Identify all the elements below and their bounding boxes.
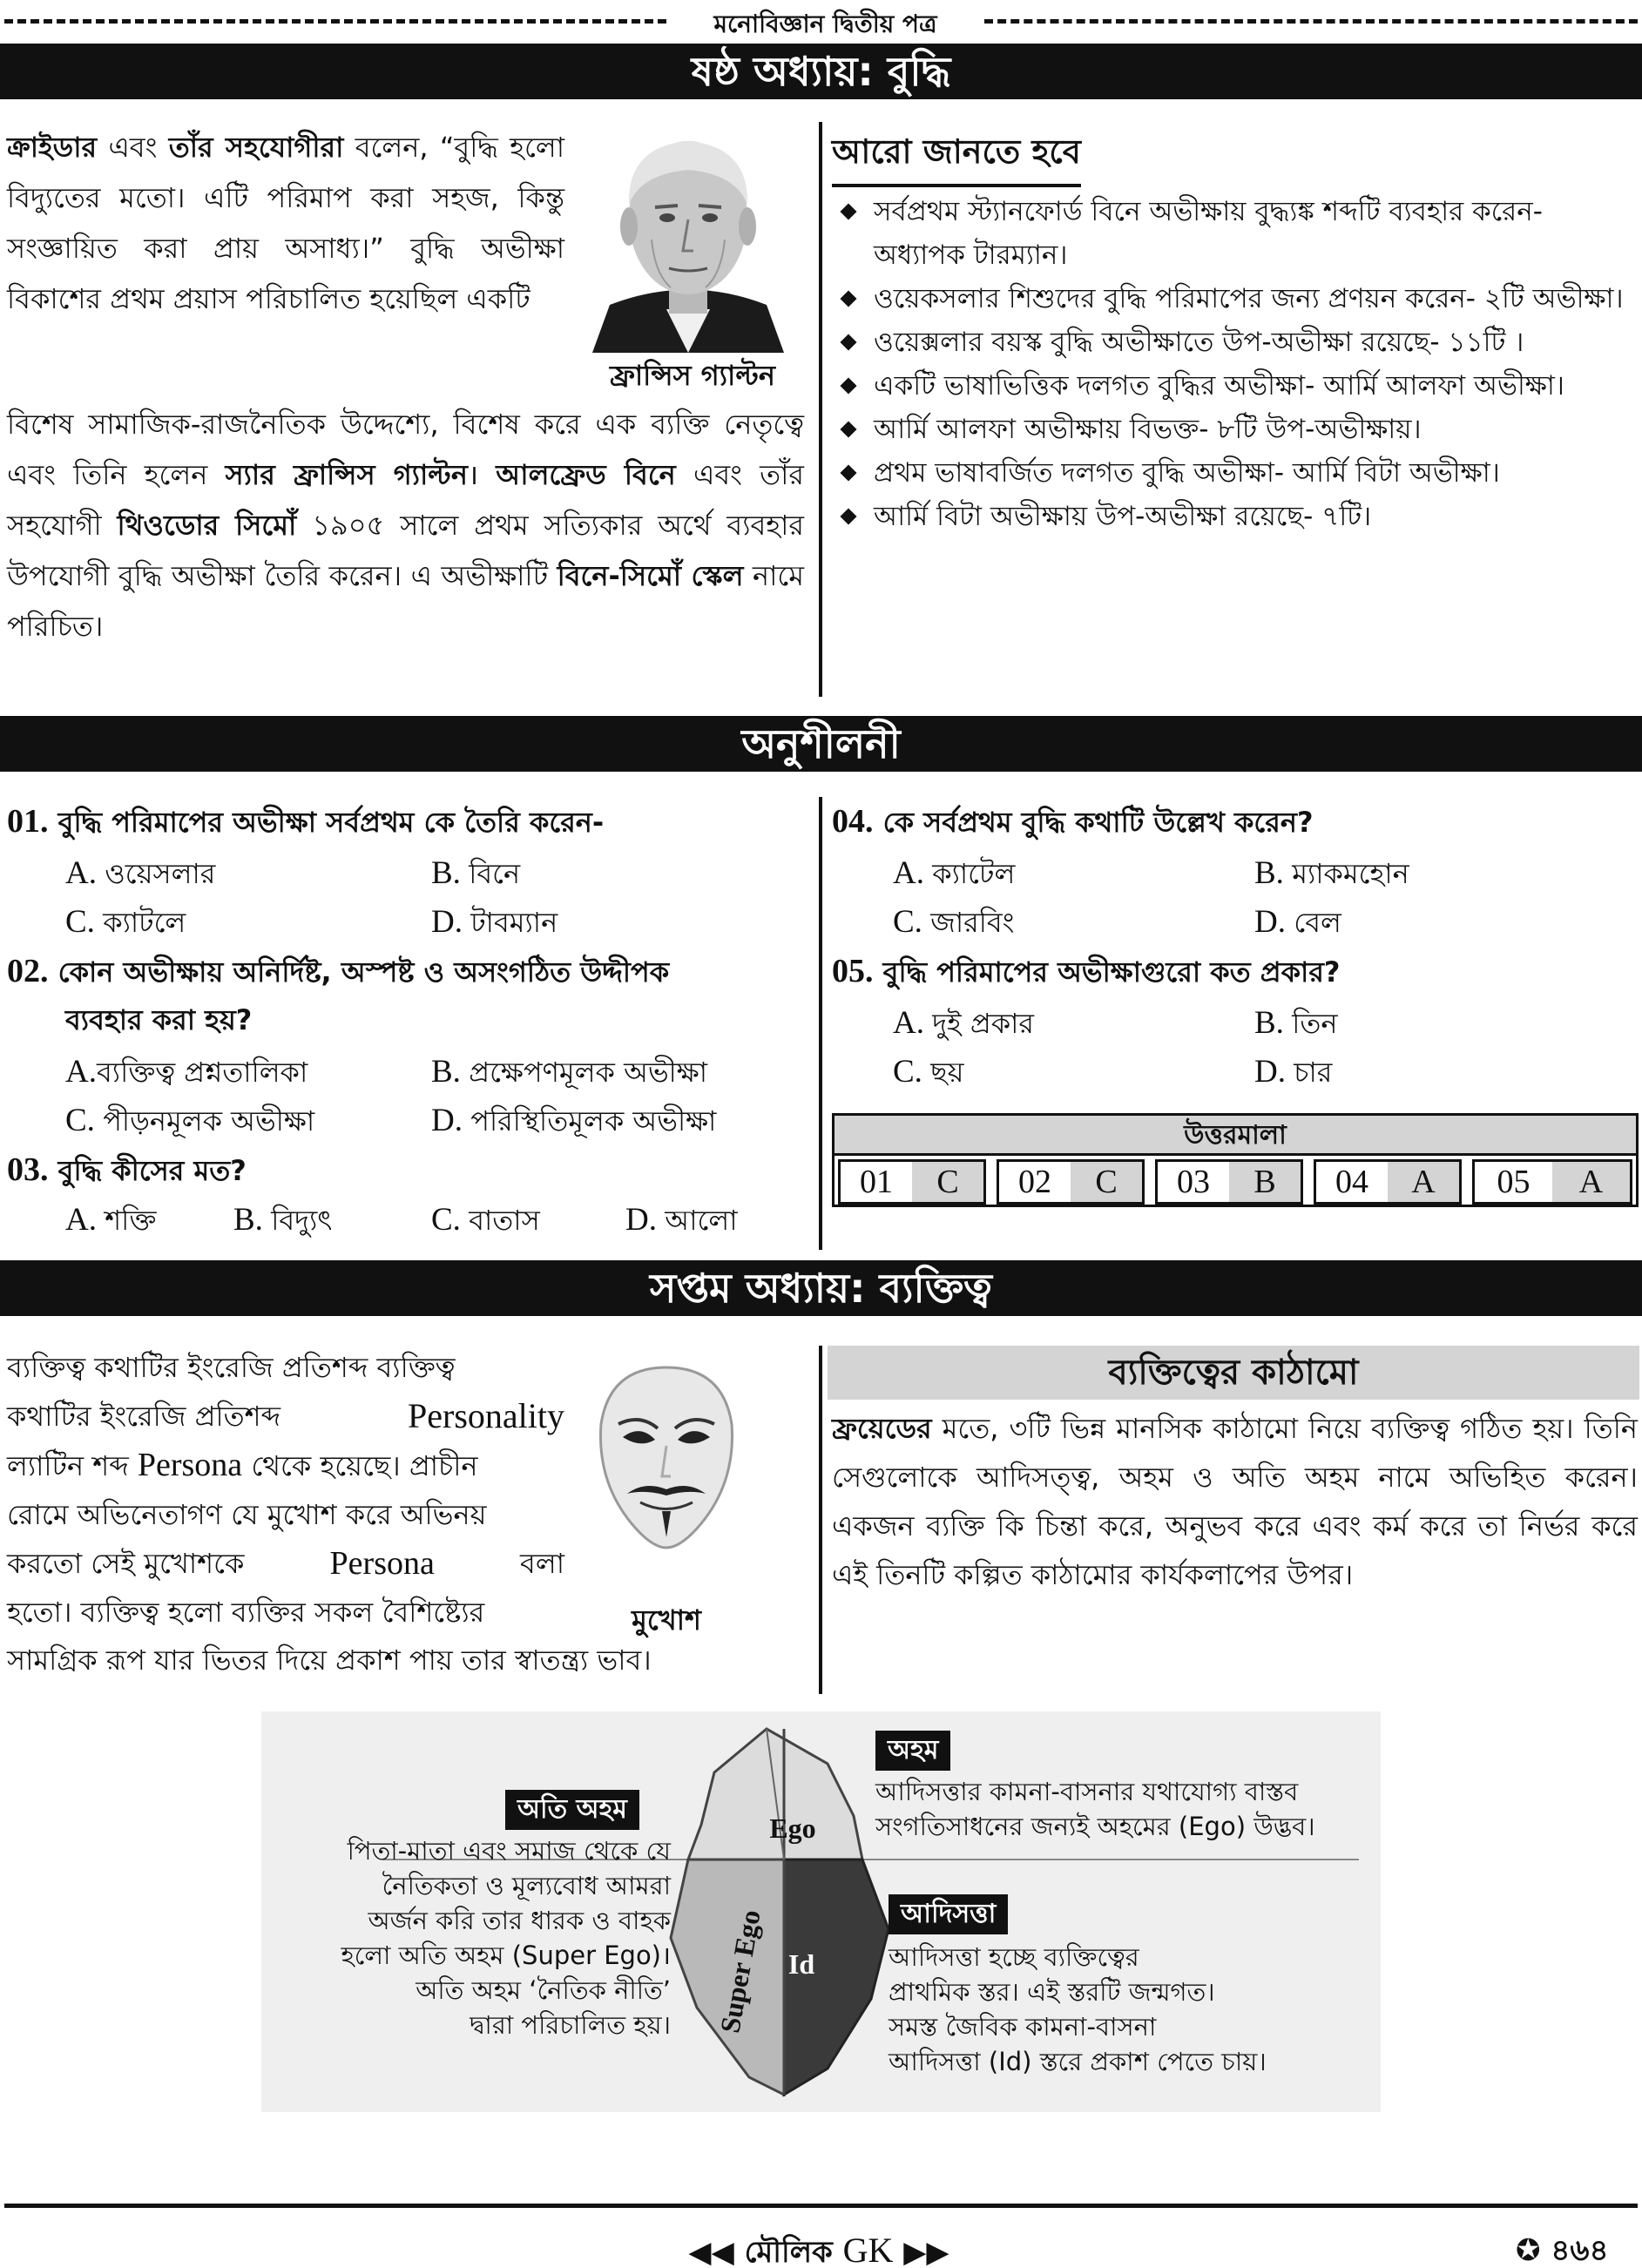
mask-caption: মুখোশ: [632, 1603, 701, 1637]
q1-option-d: D. টাবম্যান: [431, 904, 558, 940]
q3-option-c: C. বাতাস: [431, 1202, 540, 1238]
list-item: প্রথম ভাষাবর্জিত দলগত বুদ্ধি অভীক্ষা- আর্মি বিটা অভীক্ষা।: [832, 451, 1638, 495]
list-item: ওয়েকসলার শিশুদের বুদ্ধি পরিমাপের জন্য প্রণয়ন করেন- ২টি অভীক্ষা।: [832, 277, 1638, 321]
q5-option-d: D. চার: [1254, 1054, 1333, 1090]
diamond-bullet-icon: [840, 464, 856, 481]
answer-cell: 03 B: [1155, 1159, 1303, 1205]
question-02-cont: ব্যবহার করা হয়?: [65, 1003, 253, 1036]
q4-option-c: C. জারবিং: [893, 904, 1015, 940]
question-03: 03. বুদ্ধি কীসের মত?: [7, 1151, 247, 1188]
iceberg-superego-label: Super Ego: [713, 1907, 767, 2035]
column-divider: [819, 797, 822, 1250]
column-divider: [819, 122, 822, 697]
structure-title: ব্যক্তিত্বের কাঠামো: [828, 1346, 1639, 1400]
list-item: ওয়েক্সলার বয়স্ক বুদ্ধি অভীক্ষাতে উপ-অভীক্ষা রয়েছে- ১১টি ।: [832, 321, 1638, 364]
id-label: আদিসত্তা: [889, 1894, 1008, 1934]
q3-option-a: A. শক্তি: [65, 1202, 157, 1238]
double-right-arrow-icon: ▶▶: [903, 2235, 949, 2268]
answer-cell: 02 C: [997, 1159, 1145, 1205]
column-divider: [819, 1346, 822, 1694]
personality-iceberg-diagram: [261, 1711, 1381, 2112]
structure-text: ফ্রয়েডের মতে, ৩টি ভিন্ন মানসিক কাঠামো নিয়ে ব্যক্তিত্ব গঠিত হয়। তিনি সেগুলোকে আদিসত্ত্ব, অহম ও অতি অহম নামে অভিহিত করেন। একজন ব্যক্তি কি চিন্তা করে, অনুভব করে এবং কর্ম করে তা নির্ভর করে এই তিনটি কল্পিত কাঠামোর কার্যকলাপের উপর।: [832, 1412, 1638, 1591]
superego-text: পিতা-মাতা এবং সমাজ থেকে যে নৈতিকতা ও মূল্যবোধ আমরা অর্জন করি তার ধারক ও বাহক হলো অতি অহম (Super Ego)। অতি অহম ‘নৈতিক নীতি’ দ্বারা পরিচালিত হয়।: [341, 1836, 671, 2040]
q1-option-a: A. ওয়েসলার: [65, 855, 216, 891]
header-title: মনোবিজ্ঞান দ্বিতীয় পত্র: [666, 5, 984, 46]
galton-caption: ফ্রান্সিস গ্যাল্টন: [610, 359, 775, 392]
diamond-bullet-icon: [840, 334, 856, 350]
q2-option-b: B. প্রক্ষেপণমূলক অভীক্ষা: [431, 1054, 708, 1090]
mask-image: [592, 1363, 740, 1550]
diamond-bullet-icon: [840, 377, 856, 394]
q2-option-d: D. পরিস্থিতিমূলক অভীক্ষা: [431, 1103, 717, 1138]
ego-text: আদিসত্তার কামনা-বাসনার যথাযোগ্য বাস্তব সংগতিসাধনের জন্যই অহমের (Ego) উদ্ভব।: [875, 1777, 1315, 1841]
exercise-title: অনুশীলনী: [0, 716, 1642, 772]
q2-option-a: A.ব্যক্তিত্ব প্রশ্নতালিকা: [65, 1054, 308, 1090]
list-item: আর্মি আলফা অভীক্ষায় বিভক্ত- ৮টি উপ-অভীক্ষায়।: [832, 408, 1638, 451]
know-more-list: [832, 190, 1638, 538]
ego-label: অহম: [875, 1731, 950, 1771]
chapter7-title: সপ্তম অধ্যায়: ব্যক্তিত্ব: [0, 1260, 1642, 1316]
know-more-title: আরো জানতে হবে: [832, 126, 1081, 182]
galton-photo: [575, 122, 801, 353]
list-item: আর্মি বিটা অভীক্ষায় উপ-অভীক্ষা রয়েছে- ৭টি।: [832, 495, 1638, 538]
diamond-bullet-icon: [840, 290, 856, 307]
star-icon: ✪: [1516, 2233, 1541, 2268]
diamond-bullet-icon: [840, 203, 856, 219]
q1-option-c: C. ক্যাটলে: [65, 904, 186, 940]
superego-label: অতি অহম: [505, 1790, 639, 1830]
chapter6-intro-p2: বিশেষ সামাজিক-রাজনৈতিক উদ্দেশ্যে, বিশেষ করে এক ব্যক্তি নেতৃত্বে এবং তিনি হলেন স্যার ফ্রান্সিস গ্যাল্টন। আলফ্রেড বিনে এবং তাঁর সহযোগী থিওডোর সিমোঁ ১৯০৫ সালে প্রথম সত্যিকার অর্থে ব্যবহার উপযোগী বুদ্ধি অভীক্ষা তৈরি করেন। এ অভীক্ষাটি বিনে-সিমোঁ স্কেল নামে পরিচিত।: [7, 408, 804, 643]
answer-key-table: [832, 1113, 1639, 1207]
q5-option-c: C. ছয়: [893, 1054, 964, 1090]
chapter6-intro-p1: ক্রাইডার এবং তাঁর সহযোগীরা বলেন, “বুদ্ধি হলো বিদ্যুতের মতো। এটি পরিমাপ করা সহজ, কিন্তু সংজ্ঞায়িত করা প্রায় অসাধ্য।” বুদ্ধি অভীক্ষা বিকাশের প্রথম প্রয়াস পরিচালিত হয়েছিল একটি: [7, 131, 564, 315]
question-04: 04. কে সর্বপ্রথম বুদ্ধি কথাটি উল্লেখ করেন?: [832, 803, 1314, 840]
answer-cell: 01 C: [838, 1159, 986, 1205]
q5-option-b: B. তিন: [1254, 1005, 1338, 1041]
chapter7-intro-last: সামগ্রিক রূপ যার ভিতর দিয়ে প্রকাশ পায় তার স্বাতন্ত্র্য ভাব।: [7, 1644, 652, 1677]
page-number: ✪ ৪৬৪: [1516, 2233, 1609, 2268]
q1-option-b: B. বিনে: [431, 855, 521, 891]
iceberg-ego-label: Ego: [769, 1812, 816, 1844]
iceberg-id-label: Id: [787, 1948, 815, 1980]
question-05: 05. বুদ্ধি পরিমাপের অভীক্ষাগুরো কত প্রকার?: [832, 953, 1341, 989]
q2-option-c: C. পীড়নমূলক অভীক্ষা: [65, 1103, 315, 1138]
q5-option-a: A. দুই প্রকার: [893, 1005, 1035, 1041]
q3-option-d: D. আলো: [625, 1202, 738, 1238]
double-left-arrow-icon: ◀◀: [688, 2235, 734, 2268]
diamond-bullet-icon: [840, 421, 856, 437]
list-item: সর্বপ্রথম স্ট্যানফোর্ড বিনে অভীক্ষায় বুদ্ধ্যঙ্ক শব্দটি ব্যবহার করেন- অধ্যাপক টারম্যান।: [832, 190, 1638, 277]
chapter7-intro: ব্যক্তিত্ব কথাটির ইংরেজি প্রতিশব্দ ব্যক্তিত্ব কথাটির ইংরেজি প্রতিশব্দ Personality ল্যাটিন শব্দ Persona থেকে হয়েছে। প্রাচীন রোমে অভিনেতাগণ যে মুখোশ করে অভিনয় করতো সেই মুখোশকে Persona বলা হতো। ব্যক্তিত্ব হলো ব্যক্তির সকল বৈশিষ্ট্যের: [7, 1351, 564, 1629]
q4-option-a: A. ক্যাটেল: [893, 855, 1016, 891]
question-02: 02. কোন অভীক্ষায় অনির্দিষ্ট, অস্পষ্ট ও অসংগঠিত উদ্দীপক: [7, 953, 670, 989]
footer-rule: [4, 2204, 1638, 2208]
question-01: 01. বুদ্ধি পরিমাপের অভীক্ষা সর্বপ্রথম কে তৈরি করেন-: [7, 803, 605, 840]
answer-key-title: উত্তরমালা: [835, 1116, 1636, 1156]
q4-option-b: B. ম্যাকমহোন: [1254, 855, 1409, 891]
diamond-bullet-icon: [840, 508, 856, 524]
q4-option-d: D. বেল: [1254, 904, 1341, 940]
running-header: [4, 10, 1638, 38]
list-item: একটি ভাষাভিত্তিক দলগত বুদ্ধির অভীক্ষা- আর্মি আলফা অভীক্ষা।: [832, 364, 1638, 408]
chapter6-title: ষষ্ঠ অধ্যায়: বুদ্ধি: [0, 44, 1642, 99]
id-text: আদিসত্তা হচ্ছে ব্যক্তিত্বের প্রাথমিক স্তর। এই স্তরটি জন্মগত। সমস্ত জৈবিক কামনা-বাসনা আদিসত্তা (Id) স্তরে প্রকাশ পেতে চায়।: [889, 1942, 1267, 2076]
answer-cell: 04 A: [1314, 1159, 1462, 1205]
footer-brand: ◀◀ মৌলিক GK ▶▶: [688, 2231, 949, 2268]
q3-option-b: B. বিদ্যুৎ: [233, 1202, 333, 1238]
answer-cell: 05 A: [1472, 1159, 1632, 1205]
